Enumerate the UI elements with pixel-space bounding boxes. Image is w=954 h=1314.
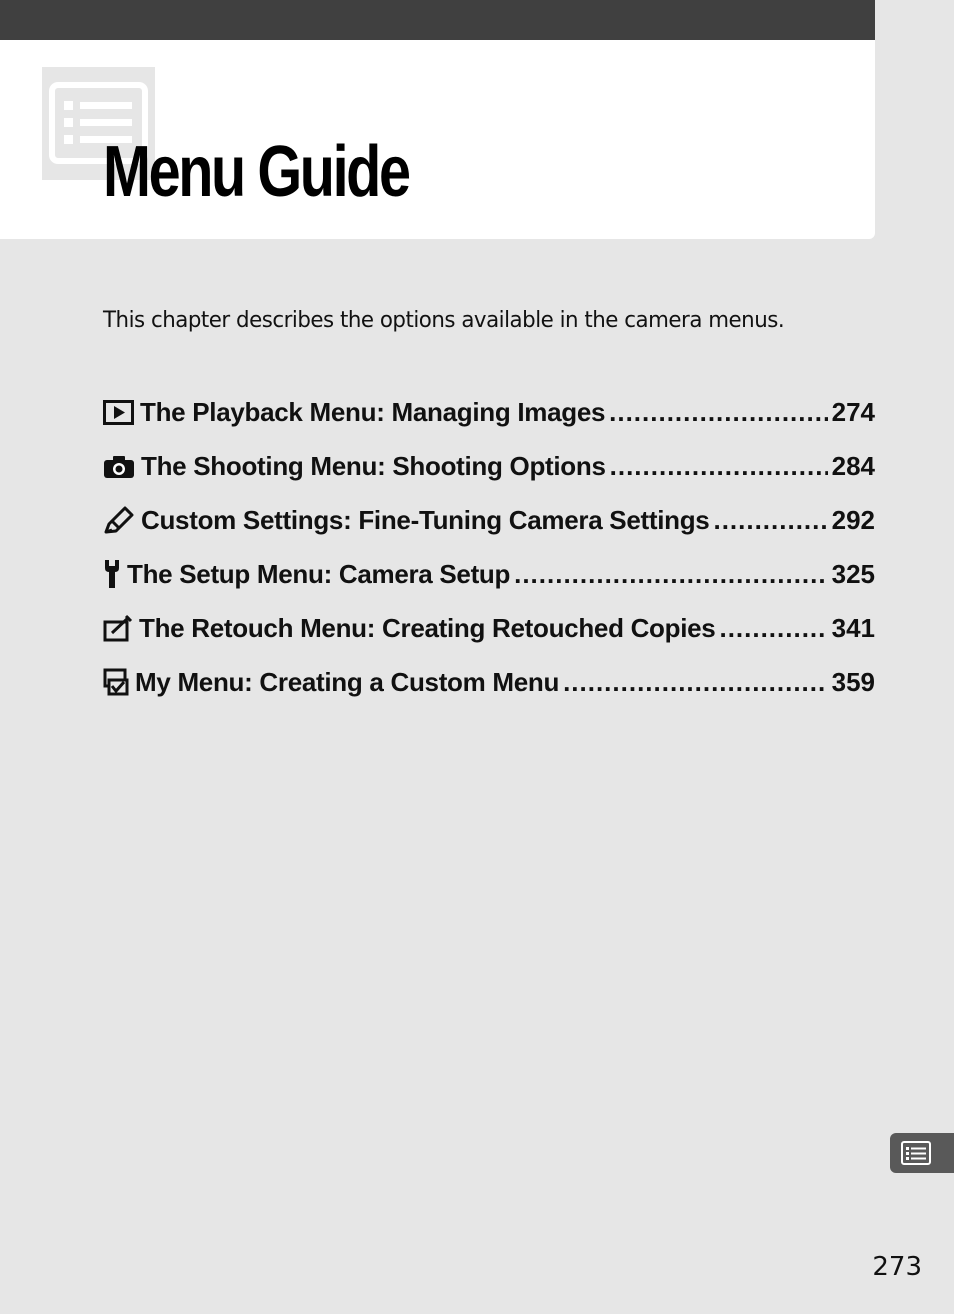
toc-page-number: 325 [831,558,875,589]
menu-list-icon [900,1139,932,1167]
toc-leader [719,613,827,644]
page-number: 273 [872,1252,922,1282]
toc-title: The Shooting Menu: Shooting Options [141,450,606,481]
toc-leader [514,559,828,590]
page-title: Menu Guide [103,132,409,212]
toc-title: Custom Settings: Fine-Tuning Camera Settings [141,504,710,535]
table-of-contents [103,394,875,718]
toc-entry-playback[interactable] [103,394,875,430]
toc-leader [609,397,827,428]
my-menu-icon [103,668,129,696]
toc-title: The Playback Menu: Managing Images [140,396,606,427]
toc-leader [610,451,828,482]
toc-page-number: 341 [831,612,875,643]
side-tab-menu-guide[interactable] [890,1133,954,1173]
wrench-icon [103,559,121,589]
toc-page-number: 274 [831,396,875,427]
toc-entry-custom-settings[interactable] [103,502,875,538]
toc-entry-retouch[interactable] [103,610,875,646]
intro-text: This chapter describes the options available in the camera menus. [103,308,785,333]
toc-page-number: 359 [831,666,875,697]
toc-page-number: 284 [831,450,875,481]
top-bar [0,0,875,40]
toc-leader [563,667,828,698]
toc-entry-setup[interactable] [103,556,875,592]
retouch-icon [103,614,133,642]
toc-entry-my-menu[interactable] [103,664,875,700]
pencil-icon [103,505,135,535]
toc-title: The Setup Menu: Camera Setup [127,558,511,589]
toc-leader [713,505,827,536]
toc-entry-shooting[interactable] [103,448,875,484]
toc-title: The Retouch Menu: Creating Retouched Copies [139,612,716,643]
playback-icon [103,400,134,425]
camera-icon [103,454,135,479]
toc-title: My Menu: Creating a Custom Menu [135,666,560,697]
toc-page-number: 292 [831,504,875,535]
